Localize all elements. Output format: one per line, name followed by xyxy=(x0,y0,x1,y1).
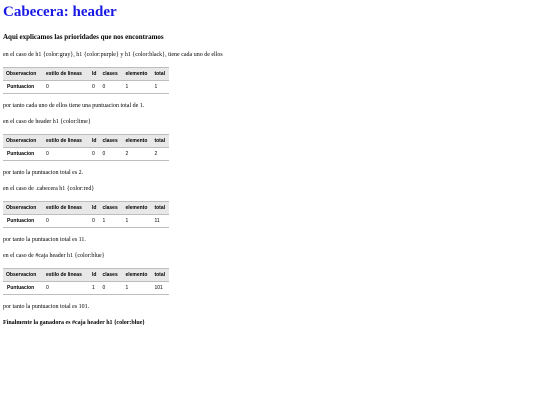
table-header-row xyxy=(3,135,169,148)
section-4-outro: por tanto la puntuacion total es 101. xyxy=(3,304,90,310)
cell-id: 1 xyxy=(92,285,95,291)
column-header-clases: clases xyxy=(102,138,118,144)
table-row xyxy=(3,282,169,295)
cell-id: 0 xyxy=(92,84,95,90)
column-header-estilo: estilo de lineas xyxy=(46,205,82,211)
column-header-estilo: estilo de lineas xyxy=(46,71,82,77)
column-header-elemento: elemento xyxy=(125,138,148,144)
cell-clases: 0 xyxy=(102,84,106,90)
column-header-observacion: Observacion xyxy=(6,138,37,144)
column-header-clases: clases xyxy=(102,272,118,278)
cell-clases: 0 xyxy=(102,285,106,291)
column-header-observacion: Observacion xyxy=(6,272,37,278)
column-header-id: Id xyxy=(92,71,97,77)
cell-elemento: 1 xyxy=(125,218,129,224)
section-1-outro: por tanto cada uno de ellos tiene una puntuacion total de 1. xyxy=(3,103,145,109)
cell-total: 2 xyxy=(154,151,158,157)
score-table-2 xyxy=(3,134,169,161)
score-table-1 xyxy=(3,67,169,94)
cell-clases: 0 xyxy=(102,151,106,157)
column-header-id: Id xyxy=(92,205,97,211)
cell-estilo: 0 xyxy=(46,218,49,224)
section-3-outro: por tanto la puntuacion total es 11. xyxy=(3,237,86,243)
cell-elemento: 2 xyxy=(125,151,129,157)
column-header-elemento: elemento xyxy=(125,272,148,278)
cell-estilo: 0 xyxy=(46,84,49,90)
column-header-observacion: Observacion xyxy=(6,71,37,77)
page-title: Cabecera: header xyxy=(3,4,117,20)
column-header-observacion: Observacion xyxy=(6,205,37,211)
column-header-total: total xyxy=(154,272,166,278)
row-label: Puntuacion xyxy=(7,218,35,224)
section-4-intro: en el caso de #caja header h1 {color:blue} xyxy=(3,253,105,259)
column-header-total: total xyxy=(154,205,166,211)
table-header-row xyxy=(3,68,169,81)
column-header-elemento: elemento xyxy=(125,71,148,77)
section-1-intro: en el caso de h1 {color:gray}, h1 {color:purple} y h1 {color:black}, tiene cada uno de ellos xyxy=(3,52,223,58)
column-header-total: total xyxy=(154,71,166,77)
column-header-total: total xyxy=(154,138,166,144)
score-table-4 xyxy=(3,268,169,295)
column-header-clases: clases xyxy=(102,205,118,211)
cell-total: 101 xyxy=(154,285,163,291)
cell-total: 1 xyxy=(154,84,158,90)
table-row xyxy=(3,81,169,94)
section-2-outro: por tanto la puntuacion total es 2. xyxy=(3,170,84,176)
cell-estilo: 0 xyxy=(46,285,49,291)
table-row xyxy=(3,148,169,161)
row-label: Puntuacion xyxy=(7,151,35,157)
column-header-id: Id xyxy=(92,138,97,144)
column-header-estilo: estilo de lineas xyxy=(46,138,82,144)
cell-estilo: 0 xyxy=(46,151,49,157)
page-subtitle: Aqui explicamos las prioridades que nos encontramos xyxy=(3,33,164,41)
column-header-id: Id xyxy=(92,272,97,278)
cell-total: 11 xyxy=(154,218,160,224)
column-header-estilo: estilo de lineas xyxy=(46,272,82,278)
cell-id: 0 xyxy=(92,218,95,224)
column-header-clases: clases xyxy=(102,71,118,77)
cell-elemento: 1 xyxy=(125,84,129,90)
cell-elemento: 1 xyxy=(125,285,129,291)
section-2-intro: en el caso de header h1 {color:lime} xyxy=(3,119,91,125)
table-row xyxy=(3,215,169,228)
table-header-row xyxy=(3,269,169,282)
cell-id: 0 xyxy=(92,151,95,157)
conclusion-text: Finalmente la ganadora es #caja header h1 {color:blue} xyxy=(3,320,145,326)
score-table-3 xyxy=(3,201,169,228)
row-label: Puntuacion xyxy=(7,84,35,90)
section-3-intro: en el caso de .cabecera h1 {color:red} xyxy=(3,186,95,192)
cell-clases: 1 xyxy=(102,218,106,224)
row-label: Puntuacion xyxy=(7,285,35,291)
table-header-row xyxy=(3,202,169,215)
column-header-elemento: elemento xyxy=(125,205,148,211)
